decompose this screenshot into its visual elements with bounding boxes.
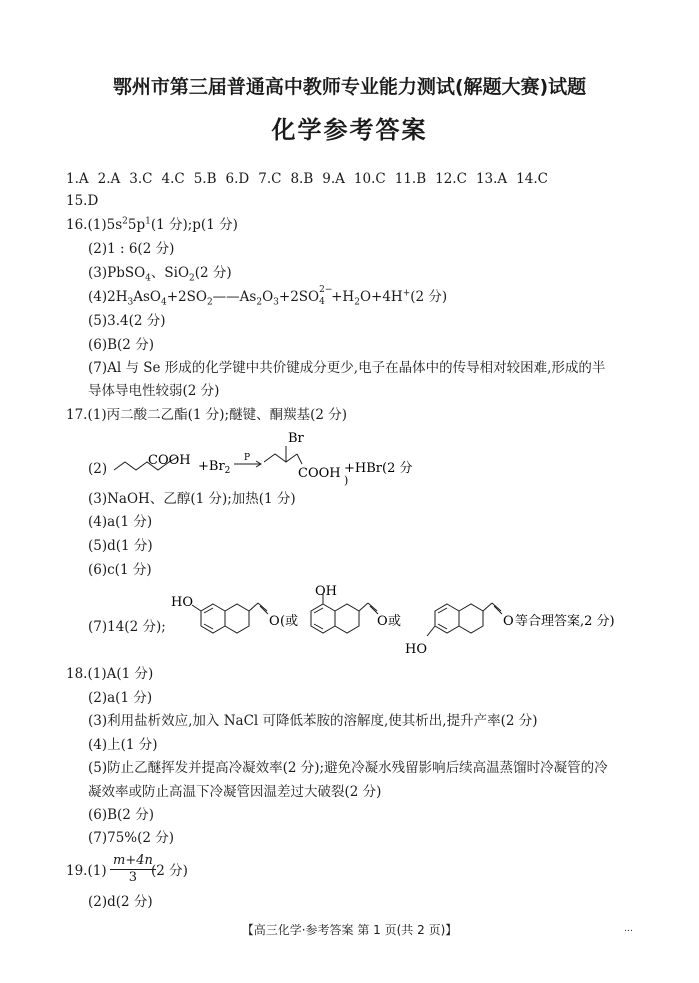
q16-p1-text: 5p <box>127 217 146 233</box>
q19-p1-prefix: (1) <box>87 863 107 879</box>
q19-fraction <box>110 853 156 886</box>
eq-text: O <box>262 289 274 305</box>
mc-answer: 4.C <box>161 171 185 187</box>
q18-part2: (2)a(1 分) <box>88 690 153 706</box>
eq-sub: 2 <box>206 297 213 308</box>
oh-text: OH <box>315 584 337 599</box>
eq-sub: 3 <box>273 297 279 308</box>
q17-part5: (5)d(1 分) <box>88 538 153 554</box>
o-text-3: O <box>503 614 514 629</box>
cooh-product: COOH <box>298 466 341 481</box>
eq-text: +2SO <box>278 289 320 305</box>
q18-p1-text: (1)A(1 分) <box>87 666 154 682</box>
q18-label: 18. <box>66 666 88 682</box>
eq-text: AsO <box>133 289 161 305</box>
q16-part4-equation <box>88 285 448 308</box>
c-cooh-bond <box>297 454 302 464</box>
ho-text-3: HO <box>405 642 427 657</box>
tetralin-aldehyde-1 <box>192 603 268 633</box>
o-text-2: O <box>377 614 388 629</box>
q19-part2: (2)d(2 分) <box>88 894 153 910</box>
q16-p1-text: (1)5s <box>87 217 123 233</box>
mc-answer: 6.D <box>225 171 250 187</box>
q16-p3-text: 、SiO <box>150 265 190 281</box>
q17-reaction-scheme <box>110 428 430 488</box>
br-text: Br <box>288 431 304 446</box>
catalyst-p: P <box>244 453 251 463</box>
mc-answer: 13.A <box>475 171 508 187</box>
product-chain <box>264 454 297 462</box>
q16-part5: (5)3.4(2 分) <box>88 313 166 329</box>
mc-answer: 1.A <box>66 171 89 187</box>
q16-part1 <box>66 216 238 234</box>
mc-answers <box>66 171 548 187</box>
mc-answer: 2.A <box>97 171 121 187</box>
q17-part4: (4)a(1 分) <box>88 514 153 530</box>
q16-label: 16. <box>66 217 88 233</box>
eq-text: (4)2H <box>88 289 128 305</box>
q16-part7-line2: 导体导电性较弱(2 分) <box>88 383 220 399</box>
q17-part7-structures <box>165 584 635 660</box>
q17-p1-text: (1)丙二酸二乙酯(1 分);醚键、酮羰基(2 分) <box>87 407 347 423</box>
footer-mark: … <box>624 924 633 934</box>
q16-part6: (6)B(2 分) <box>88 337 154 353</box>
eq-charge: 2− 4 <box>319 285 333 307</box>
mc-answer-15: 15.D <box>66 193 99 209</box>
tetralin-aldehyde-2 <box>311 594 378 633</box>
q19-part1-score: (2 分) <box>151 863 188 879</box>
q16-part2: (2)1 : 6(2 分) <box>88 241 175 257</box>
fraction-numerator: m+4n <box>110 853 156 870</box>
mc-answer: 12.C <box>435 171 467 187</box>
q17-part7-label: (7)14(2 分); <box>88 619 166 635</box>
eq-sup: + <box>402 288 411 299</box>
ho-text-1: HO <box>171 595 193 610</box>
q16-p3-text: (2 分) <box>194 265 232 281</box>
plus-br2 <box>198 459 230 476</box>
o-text-1: O <box>269 614 280 629</box>
q19-part1 <box>66 862 107 880</box>
q16-part3 <box>88 264 232 282</box>
q18-part4: (4)上(1 分) <box>88 737 158 753</box>
cooh-text: COOH <box>148 453 191 468</box>
eq-text: +H <box>331 289 355 305</box>
eq-sub: 2 <box>256 297 263 308</box>
mc-answer: 14.C <box>516 171 548 187</box>
eq-text: +2SO <box>166 289 207 305</box>
q18-part7: (7)75%(2 分) <box>88 830 175 846</box>
fraction-denominator: 3 <box>128 870 138 885</box>
mc-answer: 11.B <box>394 171 427 187</box>
q18-part1 <box>66 665 153 683</box>
answer-tail: 等合理答案,2 分) <box>515 614 615 629</box>
q19-label: 19. <box>66 863 88 879</box>
mc-answer: 9.A <box>322 171 345 187</box>
q16-p1-sup: 2 <box>122 216 128 227</box>
eq-sub: 4 <box>160 297 167 308</box>
eq-sub: 3 <box>127 297 134 308</box>
q16-part7-line1: (7)Al 与 Se 形成的化学键中共价键成分更少,电子在晶体中的传导相对较困难,形成的半 <box>88 360 606 376</box>
q17-part1 <box>66 406 347 424</box>
q16-p1-sup: 1 <box>145 216 151 227</box>
page-footer: 【高三化学·参考答案 第 1 页(共 2 页)】 <box>241 923 458 937</box>
q16-p1-text: (1 分);p(1 分) <box>150 217 238 233</box>
or-text-2: 或 <box>388 614 402 629</box>
mc-answer: 8.B <box>290 171 314 187</box>
br2-sub: 2 <box>224 466 231 476</box>
q17-part3: (3)NaOH、乙醇(1 分);加热(1 分) <box>88 491 296 507</box>
q16-p3-text: (3)PbSO <box>88 265 146 281</box>
q16-p3-sub: 4 <box>145 273 151 284</box>
q17-label: 17. <box>66 407 88 423</box>
eq-text: (2 分) <box>410 289 448 305</box>
eq-sub: 2 <box>354 297 360 308</box>
q17-part2-label: (2) <box>88 461 108 477</box>
q17-part6: (6)c(1 分) <box>88 562 152 578</box>
or-text-1: (或 <box>280 614 299 629</box>
mc-answer: 5.B <box>193 171 217 187</box>
eq-text: O+4H <box>359 289 403 305</box>
q18-part3: (3)利用盐析效应,加入 NaCl 可降低苯胺的溶解度,使其析出,提升产率(2 分) <box>88 713 538 729</box>
exam-title: 鄂州市第三届普通高中教师专业能力测试(解题大赛)试题 <box>112 76 587 98</box>
plus-hbr: +HBr(2 分 <box>344 461 413 476</box>
answer-subtitle: 化学参考答案 <box>271 116 428 144</box>
mc-answer: 10.C <box>353 171 386 187</box>
q16-p3-sub: 2 <box>189 273 195 284</box>
q18-part5-line1: (5)防止乙醚挥发并提高冷凝效率(2 分);避免冷凝水残留影响后续高温蒸馏时冷凝管的冷 <box>88 760 608 776</box>
mc-answer: 7.C <box>258 171 282 187</box>
q18-part6: (6)B(2 分) <box>88 807 154 823</box>
plus-br-text: +Br <box>198 459 225 474</box>
close-paren: ) <box>344 474 349 487</box>
eq-text: ——As <box>212 289 257 305</box>
mc-answer: 3.C <box>129 171 153 187</box>
tetralin-aldehyde-3 <box>427 603 502 636</box>
q18-part5-line2: 凝效率或防止高温下冷凝管因温差过大破裂(2 分) <box>88 784 382 800</box>
